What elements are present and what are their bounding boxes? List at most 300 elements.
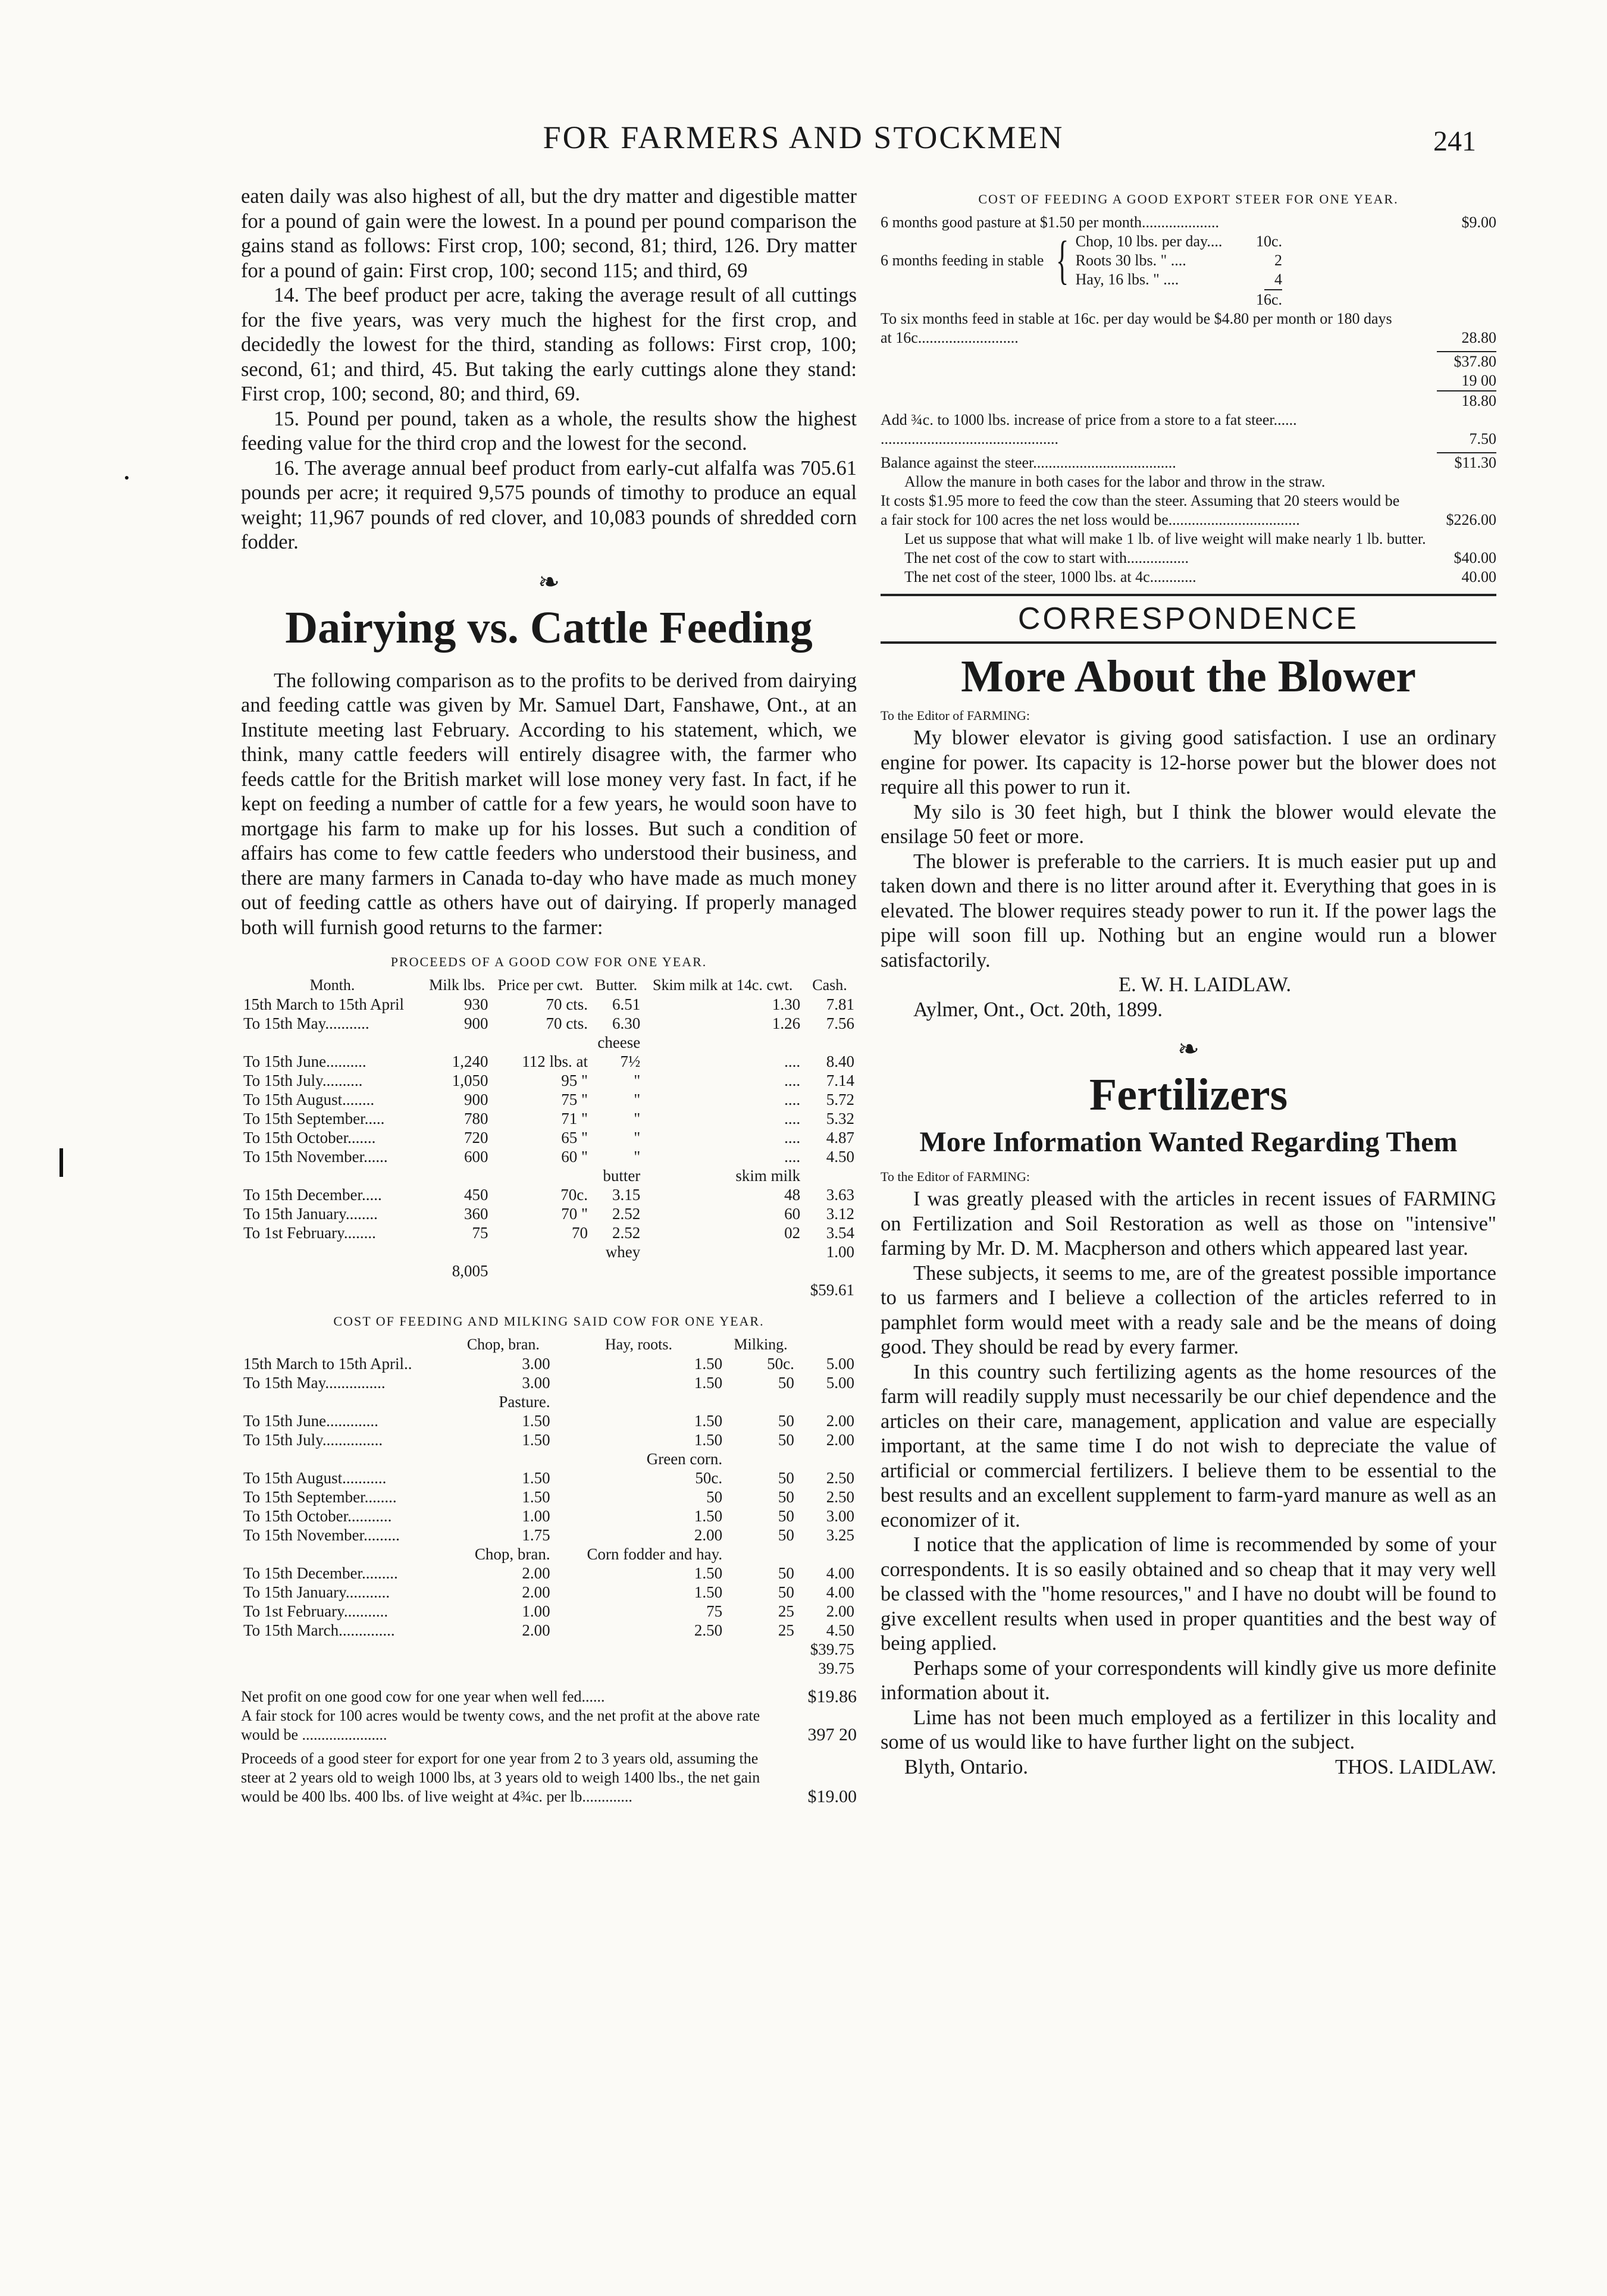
table-cell: $39.75 bbox=[810, 1640, 854, 1658]
table-cell: " bbox=[634, 1110, 641, 1127]
table-cell: To 15th July............... bbox=[243, 1431, 383, 1449]
table-cell: To 15th January........... bbox=[243, 1583, 390, 1601]
column-header: Milking. bbox=[734, 1336, 788, 1353]
table-cell: 50 bbox=[778, 1374, 794, 1392]
table-cell: To 15th December......... bbox=[243, 1564, 398, 1582]
table-cell bbox=[643, 1261, 803, 1280]
paragraph: I was greatly pleased with the articles in recent issues of FARMING on Fertilization and Soil Restoration as well as those on "intensive" farming by Mr. D. M. Macpherson and others which appeared last year. bbox=[881, 1188, 1496, 1260]
paragraph: In this country such fertilizing agents as the home resources of the farm will readily supply must necessarily be our chief dependence and the articles on their care, management, application and value are especially important, at the same time I do not wish to depreciate the value of artificial or commercial fertilizers. I believe them to be essential to the best results and an excellent supplement to farm-yard manure as well as an economizer of it. bbox=[881, 1360, 1496, 1531]
steer-cost-block bbox=[881, 213, 1496, 587]
table-row bbox=[241, 1526, 857, 1545]
letter-body bbox=[881, 726, 1496, 1022]
table-cell bbox=[725, 1659, 797, 1678]
table-cell: 2.00 bbox=[522, 1583, 550, 1601]
table-cell: 3.00 bbox=[826, 1507, 854, 1525]
table-cell bbox=[491, 1261, 590, 1280]
table-cell: .... bbox=[784, 1148, 801, 1166]
table-cell: To 15th July.......... bbox=[243, 1072, 363, 1089]
table-cell: To 15th December..... bbox=[243, 1186, 382, 1204]
table-cell: 3.63 bbox=[826, 1186, 854, 1204]
note: Let us suppose that what will make 1 lb. of live weight will make nearly 1 lb. butter. bbox=[904, 530, 1426, 547]
column-header: Butter. bbox=[596, 976, 638, 994]
column-header: Price per cwt. bbox=[497, 976, 584, 994]
table-cell: 2.50 bbox=[826, 1469, 854, 1487]
table-cell: " bbox=[634, 1091, 641, 1108]
cost-label: Add ¾c. to 1000 lbs. increase of price from a store to a fat steer...... .............................................. bbox=[881, 411, 1297, 447]
table-cell: To 15th October........... bbox=[243, 1507, 392, 1525]
table-cell: 930 bbox=[464, 995, 488, 1013]
table-cell: 50 bbox=[778, 1583, 794, 1601]
table-cell bbox=[797, 1392, 857, 1411]
table-row bbox=[241, 1392, 857, 1411]
table-cell bbox=[424, 1166, 491, 1185]
table-cell: 60 bbox=[784, 1205, 801, 1223]
subtotal: 19 00 bbox=[1461, 372, 1496, 389]
table-title: COST OF FEEDING A GOOD EXPORT STEER FOR ONE YEAR. bbox=[978, 192, 1399, 206]
table-cell bbox=[553, 1659, 725, 1678]
scan-mark bbox=[59, 1148, 63, 1177]
column-header: Hay, roots. bbox=[604, 1336, 672, 1353]
summary-row bbox=[241, 1687, 857, 1706]
cost-label: 6 months good pasture at $1.50 per month.................... bbox=[881, 214, 1220, 231]
table-cell: 1.50 bbox=[694, 1431, 723, 1449]
table-cell: 95 " bbox=[561, 1072, 588, 1089]
table-cell: To 15th September..... bbox=[243, 1110, 385, 1127]
table-cell: 1.00 bbox=[522, 1602, 550, 1620]
table-cell: 7.56 bbox=[826, 1014, 854, 1032]
table-cell: To 15th May............... bbox=[243, 1374, 386, 1392]
table-cell: To 15th November...... bbox=[243, 1148, 388, 1166]
table-row bbox=[241, 1052, 857, 1071]
table-cell: 4.00 bbox=[826, 1564, 854, 1582]
table-cell bbox=[803, 1261, 857, 1280]
table-cell: To 15th August........ bbox=[243, 1091, 375, 1108]
table-cell: 3.00 bbox=[522, 1355, 550, 1373]
table-cell: 50 bbox=[706, 1488, 723, 1506]
dateline: Aylmer, Ont., Oct. 20th, 1899. bbox=[913, 998, 1163, 1021]
table-cell: 2.00 bbox=[826, 1431, 854, 1449]
signature: THOS. LAIDLAW. bbox=[1335, 1755, 1496, 1778]
signature-row bbox=[881, 973, 1496, 998]
table-cell bbox=[491, 1033, 590, 1052]
table-cell: .... bbox=[784, 1091, 801, 1108]
ornament-icon: ❧ bbox=[1177, 1035, 1199, 1064]
column-header: Chop, bran. bbox=[466, 1336, 540, 1353]
table-row bbox=[241, 1506, 857, 1526]
table-row bbox=[241, 1430, 857, 1449]
summary-label: Proceeds of a good steer for export for one year from 2 to 3 years old, assuming the steer at 2 years old to weigh 1000 lbs, at 3 years old to weigh 1400 lbs., the net gain would be 400 lbs. 400 lbs. of live weight at 4¾c. per lb............. bbox=[241, 1750, 760, 1805]
stable-item-label: Hay, 16 lbs. " .... bbox=[1075, 271, 1179, 288]
paragraph: Lime has not been much employed as a fertilizer in this locality and some of us would like to have further light on the subject. bbox=[881, 1706, 1496, 1753]
column-header bbox=[797, 1335, 857, 1354]
table-cell: .... bbox=[784, 1129, 801, 1147]
table-cell: 8.40 bbox=[826, 1053, 854, 1070]
table-cell: 2.50 bbox=[826, 1488, 854, 1506]
cost-row bbox=[881, 411, 1496, 449]
table-cell: 3.00 bbox=[522, 1374, 550, 1392]
table-cell bbox=[725, 1640, 797, 1659]
paragraph: My blower elevator is giving good satisfaction. I use an ordinary engine for power. Its capacity is 12-horse power but the blower does not require all this power to run it. bbox=[881, 726, 1496, 798]
table-cell bbox=[803, 1033, 857, 1052]
table-cell bbox=[491, 1280, 590, 1299]
table-cell: .... bbox=[784, 1072, 801, 1089]
subtotal: $37.80 bbox=[1453, 353, 1496, 370]
table-cell: 2.50 bbox=[694, 1621, 723, 1639]
cost-row bbox=[881, 568, 1496, 587]
cost-label: The net cost of the cow to start with................ bbox=[904, 549, 1189, 566]
table-cell: 1.50 bbox=[694, 1507, 723, 1525]
table-cell: " bbox=[634, 1148, 641, 1166]
table-cell: 1.50 bbox=[694, 1412, 723, 1430]
table-cell: 02 bbox=[784, 1224, 801, 1242]
table-cell: 60 " bbox=[561, 1148, 588, 1166]
table-cell: 4.00 bbox=[826, 1583, 854, 1601]
table-cell: 2.00 bbox=[826, 1412, 854, 1430]
table-cell: .... bbox=[784, 1110, 801, 1127]
column-header: Month. bbox=[309, 976, 355, 994]
table-cell: 5.72 bbox=[826, 1091, 854, 1108]
table-cell bbox=[241, 1640, 454, 1659]
summary-label: A fair stock for 100 acres would be twenty cows, and the net profit at the above rate would be ...................... bbox=[241, 1707, 760, 1743]
table-cell: Pasture. bbox=[499, 1393, 550, 1411]
table-cell: 50 bbox=[778, 1431, 794, 1449]
article-subheading: More Information Wanted Regarding Them bbox=[919, 1126, 1458, 1158]
table-cell bbox=[553, 1640, 725, 1659]
table-row bbox=[241, 995, 857, 1014]
table-cell bbox=[241, 1449, 454, 1468]
table-cell: 8,005 bbox=[452, 1262, 488, 1280]
table-cell bbox=[725, 1449, 797, 1468]
ornament-icon: ❧ bbox=[538, 567, 560, 597]
table-cell: 5.00 bbox=[826, 1355, 854, 1373]
table-cell: 2.00 bbox=[522, 1621, 550, 1639]
table-cell: 900 bbox=[464, 1091, 488, 1108]
table-row bbox=[241, 1090, 857, 1109]
table-cell bbox=[454, 1449, 553, 1468]
table-cell: 71 " bbox=[561, 1110, 588, 1127]
table-cell: 65 " bbox=[561, 1129, 588, 1147]
table-row bbox=[241, 1602, 857, 1621]
table-cell: 900 bbox=[464, 1014, 488, 1032]
table-cell: 70c. bbox=[560, 1186, 588, 1204]
table-title: COST OF FEEDING AND MILKING SAID COW FOR ONE YEAR. bbox=[333, 1314, 765, 1329]
paragraph: The following comparison as to the profits to be derived from dairying and feeding cattle was given by Mr. Samuel Dart, Fanshawe, Ont., at an Institute meeting last February. According to his statement, which, we think, many cattle feeders will entirely disagree with, the farmer who feeds cattle for the British market will lose money very fast. In fact, if he kept on feeding a number of cattle for a few years, he would soon have to mortgage his farm to make up for his losses. But such a condition of affairs has come to few cattle feeders who understood their business, and there are many farmers in Canada to-day who have made as much money out of feeding cattle as others have out of dairying. If properly managed both will furnish good returns to the farmer: bbox=[241, 669, 857, 939]
table-cell bbox=[797, 1545, 857, 1564]
cost-row bbox=[881, 453, 1496, 472]
summary-value: $19.00 bbox=[807, 1787, 857, 1806]
table-cell: 15th March to 15th April bbox=[243, 995, 404, 1013]
cost-table bbox=[241, 1335, 857, 1678]
table-cell bbox=[241, 1545, 454, 1564]
table-cell: cheese bbox=[597, 1033, 641, 1051]
cost-value: $9.00 bbox=[1461, 214, 1496, 231]
table-cell: To 15th June............. bbox=[243, 1412, 378, 1430]
summary-label: Net profit on one good cow for one year when well fed...... bbox=[241, 1688, 605, 1705]
column-header bbox=[241, 1335, 454, 1354]
table-cell: 7½ bbox=[620, 1053, 641, 1070]
table-cell: 2.52 bbox=[612, 1205, 641, 1223]
table-cell bbox=[424, 1242, 491, 1261]
paragraph: My silo is 30 feet high, but I think the blower would elevate the ensilage 50 feet or more. bbox=[881, 800, 1496, 848]
paragraph: 16. The average annual beef product from early-cut alfalfa was 705.61 pounds per acre; it required 9,575 pounds of timothy to produce an equal weight; 11,967 pounds of red clover, and 10,083 pounds of shredded corn fodder. bbox=[241, 456, 857, 553]
table-cell bbox=[241, 1242, 424, 1261]
table-cell: 4.87 bbox=[826, 1129, 854, 1147]
table-cell: 70 bbox=[572, 1224, 588, 1242]
table-cell bbox=[590, 1261, 643, 1280]
table-cell bbox=[491, 1242, 590, 1261]
signature: E. W. H. LAIDLAW. bbox=[1119, 973, 1292, 996]
summary-row bbox=[241, 1749, 857, 1806]
cost-value: $11.30 bbox=[1454, 454, 1496, 471]
note: Allow the manure in both cases for the labor and throw in the straw. bbox=[904, 473, 1326, 490]
table-row bbox=[241, 1640, 857, 1659]
paragraph: eaten daily was also highest of all, but the dry matter and digestible matter for a pound of gain were the lowest. In a pound per pound comparison the gains stand as follows: First crop, 100; second, 81; third, 126. Dry matter for a pound of gain: First crop, 100; second 115; and third, 69 bbox=[241, 185, 857, 282]
cost-label: Balance against the steer..................................... bbox=[881, 454, 1176, 471]
table-cell: 1.50 bbox=[522, 1412, 550, 1430]
table-cell: 4.50 bbox=[826, 1148, 854, 1166]
table-cell: 39.75 bbox=[818, 1659, 854, 1677]
table-cell: 25 bbox=[778, 1602, 794, 1620]
stable-item-amount: 4 bbox=[1274, 271, 1282, 288]
right-column bbox=[881, 184, 1496, 1780]
table-row bbox=[241, 1621, 857, 1640]
table-cell: 2.00 bbox=[826, 1602, 854, 1620]
stable-item-label: Chop, 10 lbs. per day.... bbox=[1075, 233, 1223, 250]
stable-item bbox=[1076, 270, 1496, 289]
table-cell: 3.15 bbox=[612, 1186, 641, 1204]
table-cell: 780 bbox=[464, 1110, 488, 1127]
cost-label: The net cost of the steer, 1000 lbs. at 4c............ bbox=[904, 568, 1196, 585]
article-heading: Dairying vs. Cattle Feeding bbox=[285, 602, 813, 653]
table-cell: 1.50 bbox=[694, 1564, 723, 1582]
table-cell bbox=[241, 1392, 454, 1411]
cost-label: To six months feed in stable at 16c. per day would be $4.80 per month or 180 days at 16c.......................... bbox=[881, 310, 1392, 346]
paragraph: These subjects, it seems to me, are of the greatest possible importance to us farmers and I believe a collection of the articles referred to in pamphlet form would meet with a ready sale and be the means of doing good. They should be read by every farmer. bbox=[881, 1261, 1496, 1358]
table-cell: 1.00 bbox=[522, 1507, 550, 1525]
page-header bbox=[0, 119, 1607, 167]
cost-value: 7.50 bbox=[1469, 430, 1496, 447]
brace-icon: { bbox=[1056, 231, 1069, 290]
paragraph: The blower is preferable to the carriers. It is much easier put up and taken down and there is no litter around after it. Everything that goes in is elevated. The blower requires steady power to run it. If the power lags the pipe will soon fill up. Nothing but an engine would run a blower satisfactorily. bbox=[881, 850, 1496, 972]
table-row bbox=[241, 1583, 857, 1602]
table-cell: " bbox=[634, 1129, 641, 1147]
cost-value: $226.00 bbox=[1446, 511, 1496, 528]
table-cell bbox=[797, 1449, 857, 1468]
table-cell: 360 bbox=[464, 1205, 488, 1223]
summary-row bbox=[241, 1706, 857, 1744]
table-cell: 15th March to 15th April.. bbox=[243, 1355, 412, 1373]
table-cell: To 15th August........... bbox=[243, 1469, 387, 1487]
table-cell: 450 bbox=[464, 1186, 488, 1204]
table-row bbox=[241, 1033, 857, 1052]
table-cell bbox=[590, 1280, 643, 1299]
table-cell: 25 bbox=[778, 1621, 794, 1639]
table-cell: 50 bbox=[778, 1469, 794, 1487]
summary-block bbox=[241, 1687, 857, 1806]
table-cell: 50 bbox=[778, 1488, 794, 1506]
table-cell: 1.50 bbox=[694, 1374, 723, 1392]
table-row bbox=[241, 1564, 857, 1583]
table-cell: 1,050 bbox=[452, 1072, 488, 1089]
table-cell: 6.30 bbox=[612, 1014, 641, 1032]
table-cell: 1.30 bbox=[772, 995, 801, 1013]
table-cell: To 15th November......... bbox=[243, 1526, 400, 1544]
table-cell: 7.14 bbox=[826, 1072, 854, 1089]
table-cell bbox=[803, 1166, 857, 1185]
article-continuation bbox=[241, 184, 857, 555]
cost-row bbox=[881, 491, 1496, 530]
salutation: To the Editor of FARMING: bbox=[881, 708, 1030, 723]
table-cell: 1.50 bbox=[522, 1469, 550, 1487]
table-row bbox=[241, 1109, 857, 1128]
table-row bbox=[241, 1223, 857, 1242]
table-row bbox=[241, 1014, 857, 1033]
table-cell: $59.61 bbox=[810, 1281, 854, 1299]
stable-total: 16c. bbox=[1255, 291, 1282, 308]
table-row bbox=[241, 1545, 857, 1564]
table-cell: To 15th May........... bbox=[243, 1014, 369, 1032]
table-row bbox=[241, 1261, 857, 1280]
table-cell: 75 " bbox=[561, 1091, 588, 1108]
table-cell: 1.26 bbox=[772, 1014, 801, 1032]
table-cell: 48 bbox=[784, 1186, 801, 1204]
table-row bbox=[241, 1659, 857, 1678]
table-cell: To 1st February........... bbox=[243, 1602, 389, 1620]
table-cell bbox=[241, 1166, 424, 1185]
stable-item bbox=[1076, 232, 1496, 251]
table-cell: 3.54 bbox=[826, 1224, 854, 1242]
table-cell: 2.00 bbox=[522, 1564, 550, 1582]
paragraph: 14. The beef product per acre, taking the average result of all cuttings for the five years, was very much the highest for the first crop, and decidedly the lowest for the third, standing as follows: First crop, 100; second, 61; and third, 45. But taking the early cuttings alone they stand: First crop, 100; second, 80; and third, 69. bbox=[241, 284, 857, 405]
table-row bbox=[241, 1449, 857, 1468]
table-cell: 50 bbox=[778, 1507, 794, 1525]
letter-body bbox=[881, 1187, 1496, 1780]
table-row bbox=[241, 1242, 857, 1261]
table-cell: 600 bbox=[464, 1148, 488, 1166]
table-cell bbox=[553, 1392, 725, 1411]
table-cell: 4.50 bbox=[826, 1621, 854, 1639]
table-cell: 7.81 bbox=[826, 995, 854, 1013]
stable-item-amount: 10c. bbox=[1255, 233, 1282, 250]
table-cell bbox=[424, 1033, 491, 1052]
cost-value: $40.00 bbox=[1453, 549, 1496, 566]
paragraph: I notice that the application of lime is recommended by some of your correspondents. It is so easily obtained and so cheap that it may very well be classed with the "home resources," and I have no doubt will be found to give excellent results when used in proper quantities and the best way of being applied. bbox=[881, 1533, 1496, 1655]
table-cell bbox=[491, 1166, 590, 1185]
table-cell: 75 bbox=[706, 1602, 723, 1620]
column-header: Skim milk at 14c. cwt. bbox=[652, 976, 793, 994]
section-heading: CORRESPONDENCE bbox=[881, 594, 1496, 644]
table-cell: skim milk bbox=[735, 1167, 801, 1185]
table-cell: 1.50 bbox=[694, 1355, 723, 1373]
table-cell: 50c. bbox=[767, 1355, 794, 1373]
table-cell: 70 cts. bbox=[546, 1014, 588, 1032]
column-header: Cash. bbox=[812, 976, 847, 994]
cost-row bbox=[881, 213, 1496, 232]
stable-group bbox=[881, 232, 1496, 289]
left-column bbox=[241, 184, 857, 1806]
article-heading: Fertilizers bbox=[1089, 1070, 1288, 1120]
table-cell: 1.50 bbox=[522, 1488, 550, 1506]
table-row bbox=[241, 1166, 857, 1185]
salutation: To the Editor of FARMING: bbox=[881, 1169, 1030, 1184]
table-cell: 50 bbox=[778, 1412, 794, 1430]
table-cell: 1.75 bbox=[522, 1526, 550, 1544]
table-row bbox=[241, 1204, 857, 1223]
table-cell: 70 " bbox=[561, 1205, 588, 1223]
table-row bbox=[241, 1411, 857, 1430]
running-title: FOR FARMERS AND STOCKMEN bbox=[543, 120, 1064, 155]
table-row bbox=[241, 1280, 857, 1299]
table-cell bbox=[643, 1280, 803, 1299]
table-cell: 5.32 bbox=[826, 1110, 854, 1127]
note: It costs $1.95 more to feed the cow than the steer. Assuming that 20 steers would be a fair stock for 100 acres the net loss would be.................................. bbox=[881, 492, 1400, 528]
table-row bbox=[241, 1468, 857, 1487]
table-row bbox=[241, 1373, 857, 1392]
table-cell: 3.12 bbox=[826, 1205, 854, 1223]
table-cell bbox=[241, 1033, 424, 1052]
table-cell: 75 bbox=[472, 1224, 488, 1242]
table-cell bbox=[725, 1545, 797, 1564]
table-cell: To 15th June.......... bbox=[243, 1053, 366, 1070]
table-cell: To 15th January........ bbox=[243, 1205, 378, 1223]
table-cell: 720 bbox=[464, 1129, 488, 1147]
article-body bbox=[241, 669, 857, 941]
table-cell: 112 lbs. at bbox=[522, 1053, 588, 1070]
stable-item-label: Roots 30 lbs. " .... bbox=[1075, 252, 1186, 269]
table-cell: To 15th March.............. bbox=[243, 1621, 395, 1639]
table-title: PROCEEDS OF A GOOD COW FOR ONE YEAR. bbox=[390, 954, 707, 969]
table-row bbox=[241, 1487, 857, 1506]
table-cell: 1,240 bbox=[452, 1053, 488, 1070]
table-cell bbox=[424, 1280, 491, 1299]
table-cell: Corn fodder and hay. bbox=[587, 1545, 723, 1563]
dateline: Blyth, Ontario. bbox=[904, 1755, 1028, 1778]
table-cell: 50 bbox=[778, 1526, 794, 1544]
summary-value: 397 20 bbox=[807, 1725, 857, 1744]
proceeds-table bbox=[241, 976, 857, 1299]
table-cell bbox=[454, 1640, 553, 1659]
table-cell: whey bbox=[605, 1243, 641, 1261]
scan-dot bbox=[125, 476, 129, 480]
subtotal: 18.80 bbox=[1461, 392, 1496, 409]
cost-label: 6 months feeding in stable bbox=[881, 252, 1044, 269]
table-cell: To 15th September........ bbox=[243, 1488, 397, 1506]
table-cell bbox=[643, 1033, 803, 1052]
table-cell: butter bbox=[603, 1167, 641, 1185]
table-cell: To 1st February........ bbox=[243, 1224, 376, 1242]
table-cell: 2.52 bbox=[612, 1224, 641, 1242]
table-row bbox=[241, 1128, 857, 1147]
cost-value: 40.00 bbox=[1461, 568, 1496, 585]
table-cell: 1.00 bbox=[826, 1243, 854, 1261]
table-cell: " bbox=[634, 1072, 641, 1089]
table-cell bbox=[643, 1242, 803, 1261]
stable-item bbox=[1076, 251, 1496, 270]
table-cell: 2.00 bbox=[694, 1526, 723, 1544]
page-number: 241 bbox=[1433, 126, 1476, 157]
column-header: Milk lbs. bbox=[429, 976, 485, 994]
article-heading: More About the Blower bbox=[961, 651, 1416, 701]
table-row bbox=[241, 1071, 857, 1090]
table-cell bbox=[241, 1280, 424, 1299]
table-cell: .... bbox=[784, 1053, 801, 1070]
table-cell bbox=[725, 1392, 797, 1411]
table-cell bbox=[454, 1659, 553, 1678]
table-cell bbox=[241, 1659, 454, 1678]
cost-row bbox=[881, 309, 1496, 347]
table-cell: 1.50 bbox=[522, 1431, 550, 1449]
summary-value: $19.86 bbox=[807, 1687, 857, 1706]
